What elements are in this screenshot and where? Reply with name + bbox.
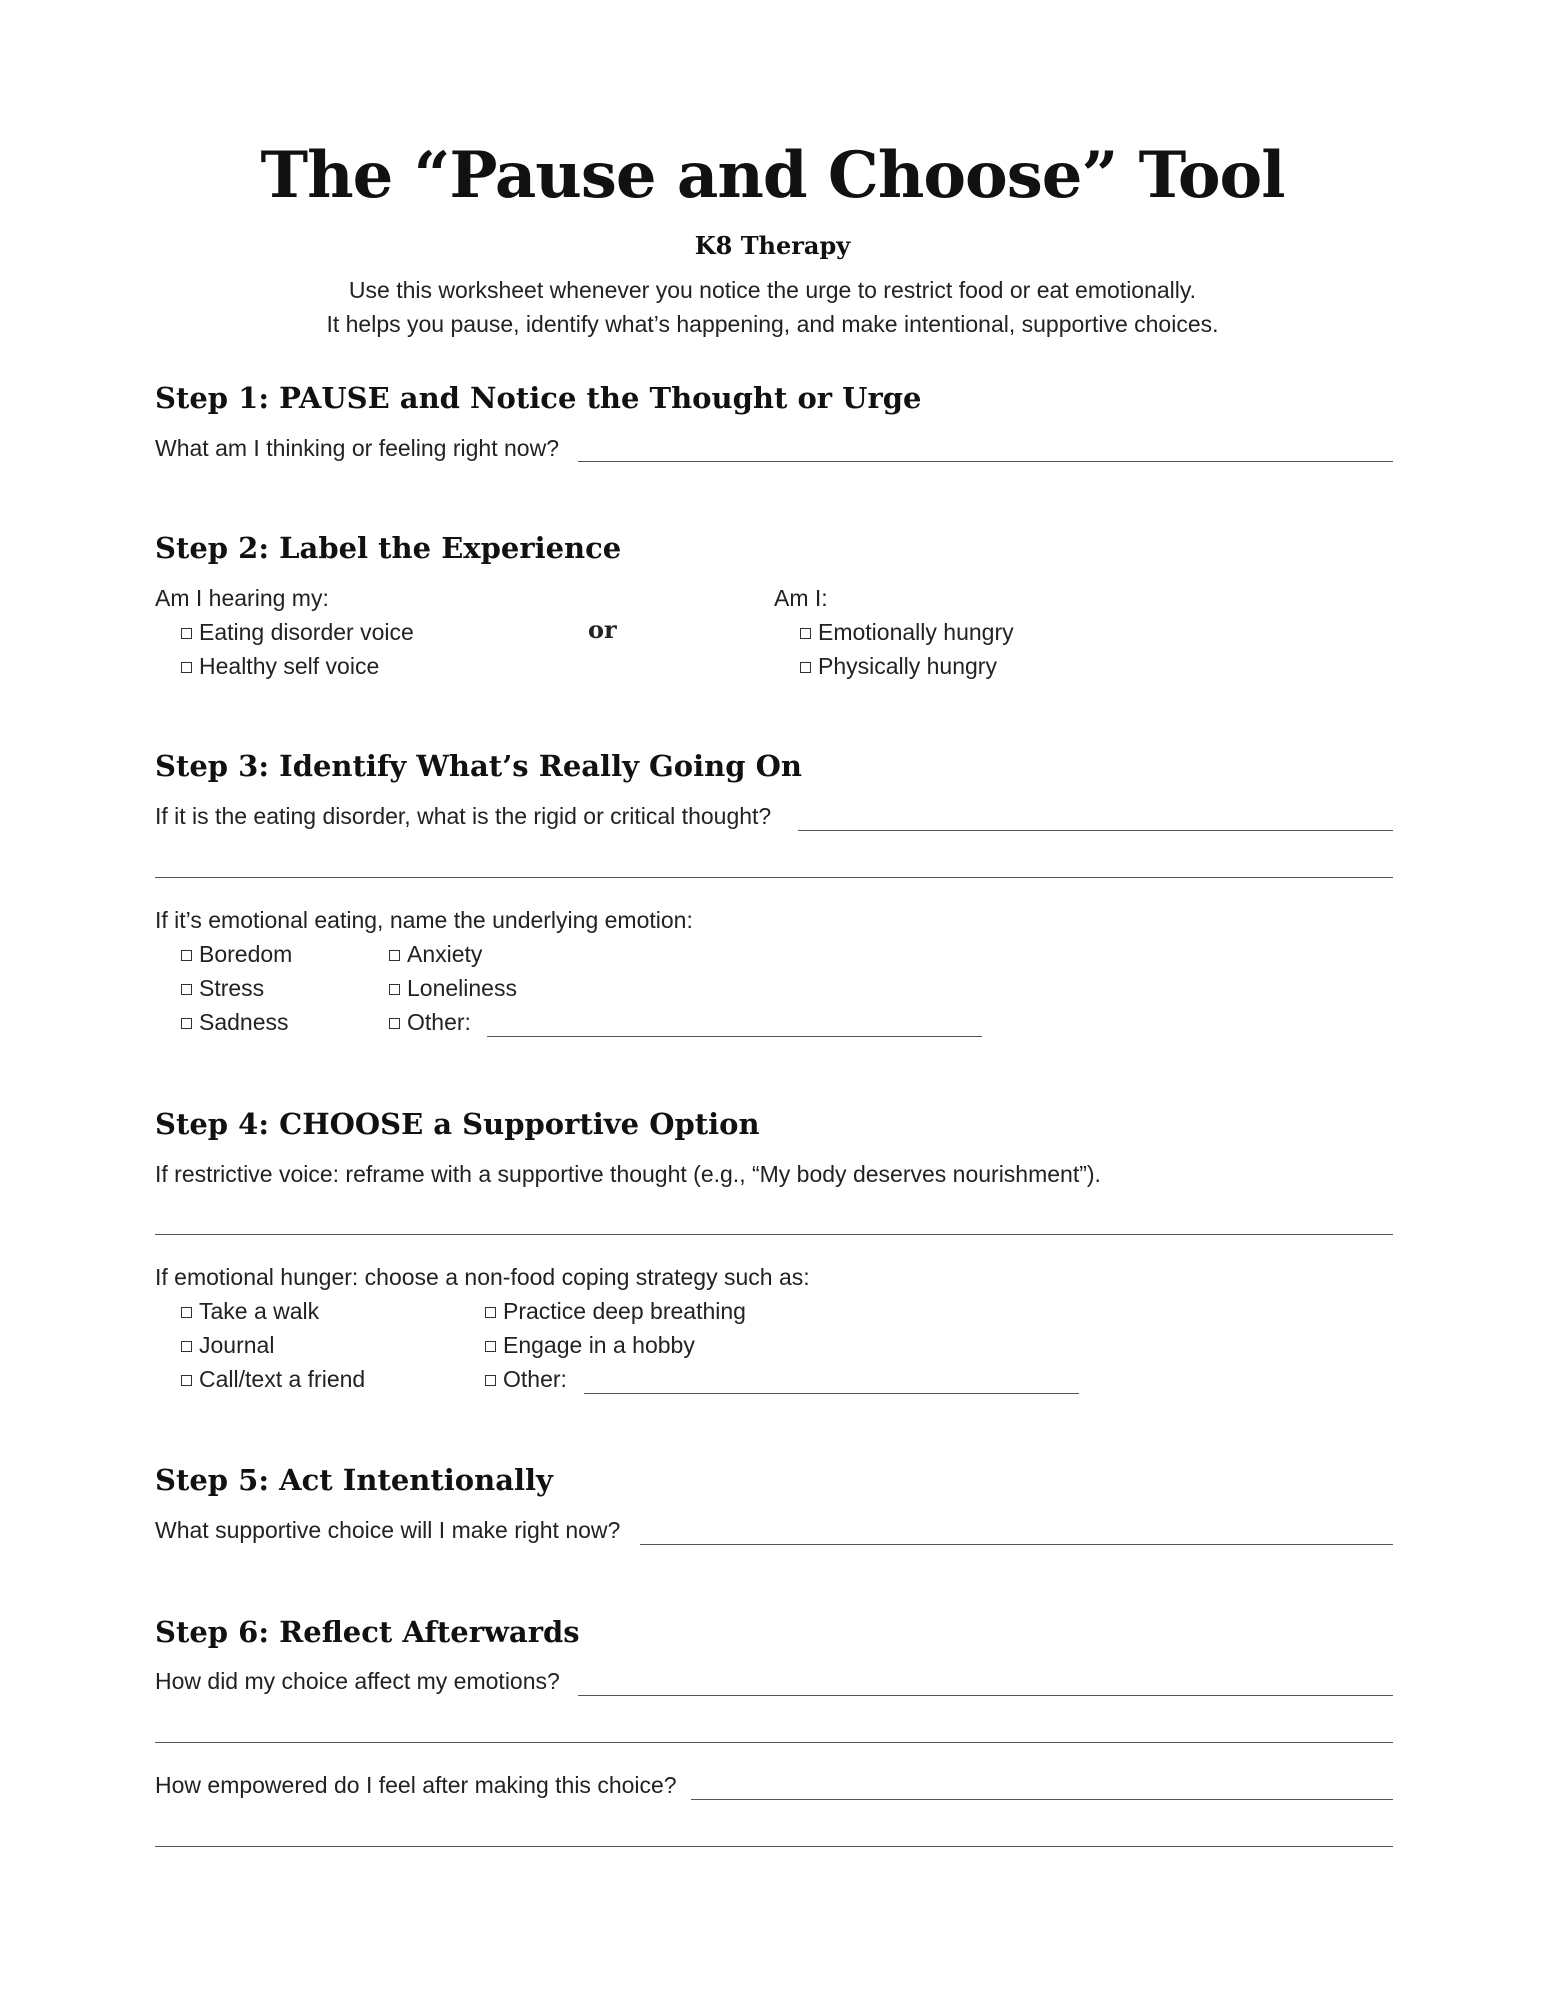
step6-heading: Step 6: Reflect Afterwards: [155, 1615, 580, 1649]
checkbox-icon[interactable]: [389, 950, 400, 961]
page-subtitle: K8 Therapy: [694, 231, 851, 260]
page-title: The “Pause and Choose” Tool: [260, 138, 1285, 213]
option-stress[interactable]: Stress: [181, 975, 264, 1002]
step4-emotional-label: If emotional hunger: choose a non-food coping strategy such as:: [155, 1264, 810, 1290]
step6-answer-line-4[interactable]: [155, 1846, 1393, 1847]
step3-answer-line-2[interactable]: [155, 877, 1393, 878]
option-take-a-walk[interactable]: Take a walk: [181, 1298, 319, 1325]
step3-answer-line-1[interactable]: [798, 830, 1393, 831]
step1-prompt: What am I thinking or feeling right now?: [155, 435, 559, 461]
step4-restrictive-prompt: If restrictive voice: reframe with a supportive thought (e.g., “My body deserves nourishment”).: [155, 1161, 1101, 1187]
step1-heading: Step 1: PAUSE and Notice the Thought or Urge: [155, 381, 922, 415]
checkbox-icon[interactable]: [485, 1307, 496, 1318]
step2-left-label: Am I hearing my:: [155, 585, 329, 611]
option-anxiety[interactable]: Anxiety: [389, 941, 482, 968]
option-sadness[interactable]: Sadness: [181, 1009, 289, 1036]
checkbox-icon[interactable]: [181, 984, 192, 995]
step3-heading: Step 3: Identify What’s Really Going On: [155, 749, 802, 783]
step1-answer-line[interactable]: [578, 461, 1393, 462]
step2-right-label: Am I:: [774, 585, 828, 611]
checkbox-icon[interactable]: [389, 984, 400, 995]
checkbox-icon[interactable]: [181, 1018, 192, 1029]
checkbox-icon[interactable]: [181, 1307, 192, 1318]
checkbox-icon[interactable]: [181, 1375, 192, 1386]
step4-heading: Step 4: CHOOSE a Supportive Option: [155, 1107, 760, 1141]
option-call-text-friend[interactable]: Call/text a friend: [181, 1366, 365, 1393]
option-deep-breathing[interactable]: Practice deep breathing: [485, 1298, 746, 1325]
checkbox-icon[interactable]: [181, 1341, 192, 1352]
step5-heading: Step 5: Act Intentionally: [155, 1463, 553, 1497]
step6-answer-line-1[interactable]: [578, 1695, 1393, 1696]
option-boredom[interactable]: Boredom: [181, 941, 292, 968]
checkbox-icon[interactable]: [800, 662, 811, 673]
checkbox-icon[interactable]: [389, 1018, 400, 1029]
step6-answer-line-3[interactable]: [691, 1799, 1393, 1800]
option-loneliness[interactable]: Loneliness: [389, 975, 517, 1002]
step6-prompt-2: How empowered do I feel after making this choice?: [155, 1772, 677, 1798]
step5-prompt: What supportive choice will I make right now?: [155, 1517, 621, 1543]
option-journal[interactable]: Journal: [181, 1332, 274, 1359]
checkbox-icon[interactable]: [181, 950, 192, 961]
step6-answer-line-2[interactable]: [155, 1742, 1393, 1743]
option-physically-hungry[interactable]: Physically hungry: [800, 653, 997, 680]
step3-prompt: If it is the eating disorder, what is the rigid or critical thought?: [155, 803, 772, 829]
other-strategy-line[interactable]: [584, 1393, 1079, 1394]
checkbox-icon[interactable]: [485, 1341, 496, 1352]
intro-line-1: Use this worksheet whenever you notice the urge to restrict food or eat emotionally.: [348, 277, 1197, 303]
step5-answer-line[interactable]: [640, 1544, 1393, 1545]
step4-answer-line[interactable]: [155, 1234, 1393, 1235]
checkbox-icon[interactable]: [181, 662, 192, 673]
intro-line-2: It helps you pause, identify what’s happening, and make intentional, supportive choices.: [326, 311, 1219, 337]
step3-emotion-label: If it’s emotional eating, name the underlying emotion:: [155, 907, 693, 933]
option-hobby[interactable]: Engage in a hobby: [485, 1332, 695, 1359]
other-emotion-line[interactable]: [487, 1036, 982, 1037]
checkbox-icon[interactable]: [800, 628, 811, 639]
or-label: or: [588, 615, 617, 644]
checkbox-icon[interactable]: [181, 628, 192, 639]
option-other-strategy[interactable]: Other:: [485, 1366, 567, 1393]
option-other-emotion[interactable]: Other:: [389, 1009, 471, 1036]
step2-heading: Step 2: Label the Experience: [155, 531, 622, 565]
checkbox-icon[interactable]: [485, 1375, 496, 1386]
option-healthy-self-voice[interactable]: Healthy self voice: [181, 653, 379, 680]
option-emotionally-hungry[interactable]: Emotionally hungry: [800, 619, 1014, 646]
option-eating-disorder-voice[interactable]: Eating disorder voice: [181, 619, 414, 646]
step6-prompt-1: How did my choice affect my emotions?: [155, 1668, 560, 1694]
